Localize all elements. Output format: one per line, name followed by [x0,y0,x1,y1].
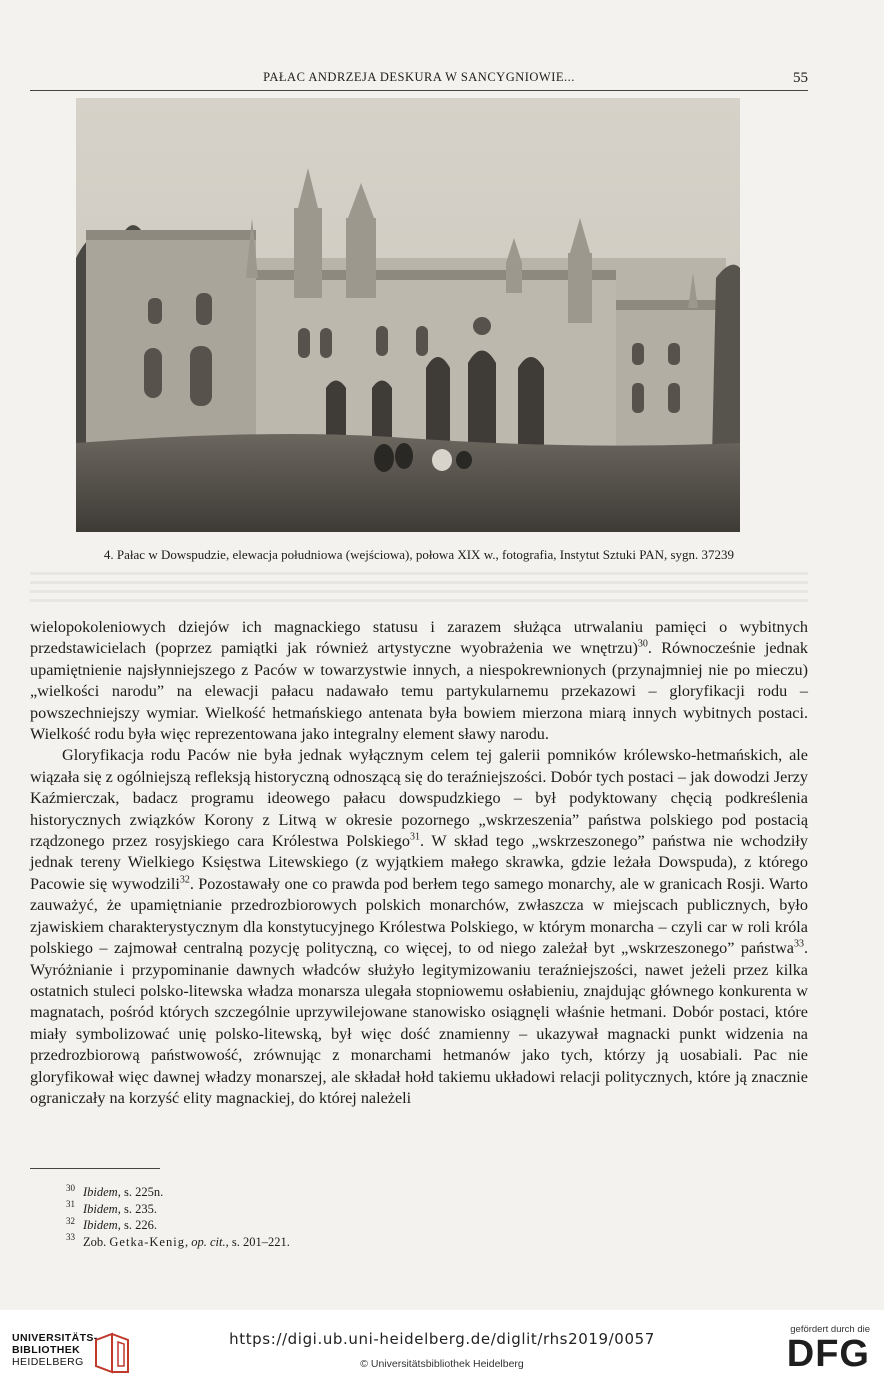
footnote-reference[interactable]: 31 [409,831,420,843]
text-run: . Wyróżnianie i przypominanie dawnych władców służyło legitymizowaniu teraźniejszości, nawet jeżeli przez kilka ostatnich stuleci polsko-litewska władza monarsza ulegała stopniowemu osłabieniu, znajdując głównego konkurenta w magnatach, pośród których szczególnie uprzywilejowane stanowisko osiągnęli właśnie hetmani. Dobór postaci, które miały symbolizować unię polsko-litewską, był więc dość znamienny – ukazywał magnacki punkt widzenia na przedrozbiorową państwowość, zrównując z monarchami hetmanów jako tych, którzy ją uosabiali. Pac nie gloryfikował więc dawnej władzy monarszej, ale składał hołd takiemu układowi relacji politycznych, które ją znacznie ograniczały na korzyść elity magnackiej, do której należeli [30,939,808,1107]
footnote-italic: Ibidem [83,1185,118,1199]
footnote-italic: op. cit. [191,1234,226,1249]
footnote-text: Zob. [83,1234,110,1249]
header-rule [30,90,808,91]
footnote [66,1234,290,1251]
footnote-number: 32 [66,1215,75,1226]
footnote-author: Getka-Kenig [109,1234,185,1249]
footnote [66,1217,290,1234]
library-name-line: HEIDELBERG [12,1356,84,1368]
footnote [66,1184,290,1201]
dfg-logo: DFG [786,1333,870,1375]
footnote [66,1201,290,1218]
funded-by-label: gefördert durch die [790,1324,870,1335]
footnote-reference[interactable]: 33 [793,938,804,950]
library-name-line: BIBLIOTHEK [12,1344,81,1356]
paragraph [30,617,808,745]
body-text [30,617,808,1109]
figure-caption: 4. Pałac w Dowspudzie, elewacja południowa (wejściowa), połowa XIX w., fotografia, Instytut Sztuki PAN, sygn. 37239 [103,547,735,562]
palace-photograph [76,98,740,532]
palace-image [76,98,740,532]
text-run: Gloryfikacja rodu Paców nie była jednak wyłącznym celem tej galerii pomników królewsko-hetmańskich, ale wiązała się z ogólniejszą refleksją historyczną odnoszącą się do teraźniejszości. Dobór tych postaci – jak dowodzi Jerzy Kaźmierczak, badacz programu ideowego pałacu dowspudzkiego – był podyktowany chęcią podkreślenia historycznych związków Korony z Litwą w okresie pozornego „wskrzeszenia” państwa polskiego pod postacią rządzonego przez rosyjskiego cara Królestwa Polskiego [30,746,808,851]
footnote-italic: Ibidem [83,1218,118,1232]
text-run: wielopokoleniowych dziejów ich magnackiego statusu i zarazem służąca utrwalaniu pamięci o wybitnych przedstawicielach (poprzez pamiątki jak również artystyczne wyobrażenia we wnętrzu) [30,618,808,658]
running-title: PAŁAC ANDRZEJA DESKURA W SANCYGNIOWIE... [263,70,575,84]
footnote-number: 33 [66,1232,75,1243]
bleed-through-text [30,566,808,606]
footnote-text: , s. 201–221. [225,1234,290,1249]
page-number: 55 [793,70,808,86]
library-name-line: UNIVERSITÄTS- [12,1332,98,1344]
funder-logo[interactable] [770,1324,870,1375]
text-run: . Pozostawały one co prawda pod berłem tego samego monarchy, ale w granicach Rosji. Warto zauważyć, że upamiętnianie przedrozbiorowych polskich monarchów, zwłaszcza w miejscach publicznych, było zjawiskiem charakterystycznym dla konstytucyjnego Królestwa Polskiego, w którym monarcha – czyli car w roli króla polskiego – zajmował centralną pozycję polityczną, co więcej, to od niego zależał byt „wskrzeszonego” państwa [30,874,808,958]
text-run: . W skład tego „wskrzeszonego” państwa nie wchodziły jednak tereny Wielkiego Księstwa Litewskiego (z wyjątkiem małego skrawka, gdzie leżała Dowspuda), z którego Pacowie się wywodzili [30,832,808,893]
footnote-text: , s. 235. [117,1201,157,1216]
footnote-number: 31 [66,1199,75,1210]
permalink-url[interactable]: https://digi.ub.uni-heidelberg.de/diglit/rhs2019/0057 [229,1330,655,1348]
footnote-text: , s. 225n. [117,1185,164,1199]
footnote-reference[interactable]: 30 [637,639,648,651]
footnote-rule [30,1168,160,1169]
footnote-text: , [184,1234,192,1249]
paragraph [30,745,808,1109]
copyright-notice: © Universitätsbibliothek Heidelberg [360,1358,524,1370]
footnote-reference[interactable]: 32 [179,874,190,886]
footnote-number: 30 [66,1182,75,1193]
footnotes [66,1184,290,1250]
digitization-footer [0,1310,884,1380]
footnote-text: , s. 226. [117,1218,157,1232]
footnote-italic: Ibidem [83,1201,118,1216]
text-run: . Równocześnie jednak upamiętnienie najsłynniejszego z Paców w towarzystwie innych, a niespokrewnionych (przynajmniej nie po mieczu) „wielkości narodu” na elewacji pałacu nadawało temu partykularnemu przekazowi – gloryfikacji rodu – powszechniejszy wymiar. Wielkość hetmańskiego antenata była bowiem mierzona miarą innych wybitnych postaci. Wielkość rodu była więc reprezentowana jako integralny element sławy narodu. [30,639,808,744]
